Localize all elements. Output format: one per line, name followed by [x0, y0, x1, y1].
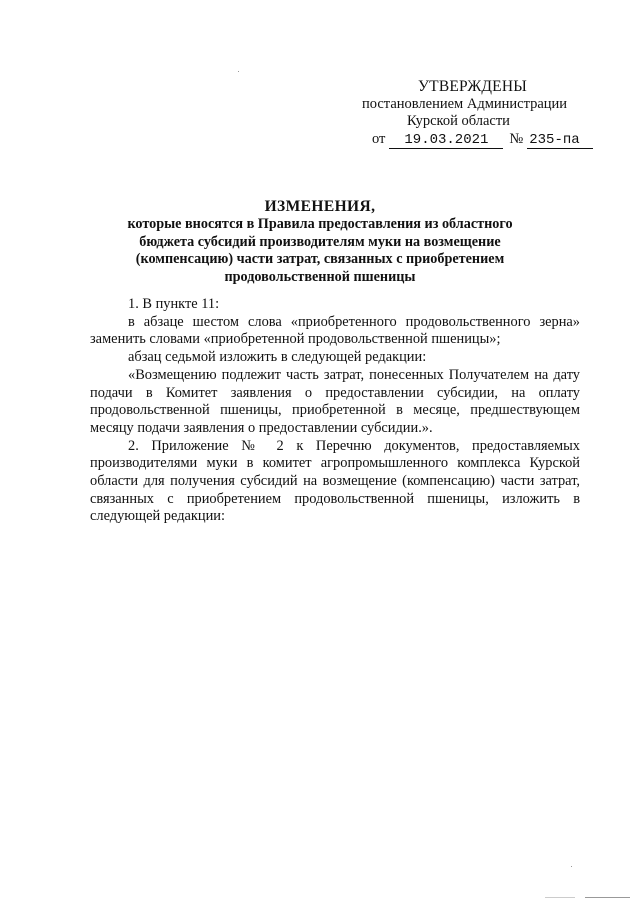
date-prefix: от	[372, 131, 386, 147]
document-body	[90, 296, 580, 526]
paragraph-2: в абзаце шестом слова «приобретенного продовольственного зерна» заменить словами «приобретенной продовольственной пшеницы»;	[90, 313, 580, 348]
approval-region: Курской области	[407, 113, 510, 129]
heading-line-4: продовольственной пшеницы	[224, 268, 416, 285]
approval-date: 19.03.2021	[389, 133, 503, 149]
paragraph-4: «Возмещению подлежит часть затрат, понесенных Получателем на дату подачи в Комитет заявления о предоставлении субсидии, на оплату продовольственной пшеницы, приобретенной в месяце, предшествующем месяцу подачи заявления о предоставлении субсидии.».	[90, 366, 580, 436]
number-prefix: №	[509, 131, 524, 147]
heading-line-2: бюджета субсидий производителям муки на возмещение	[139, 233, 501, 250]
paragraph-3: абзац седьмой изложить в следующей редакции:	[128, 349, 427, 366]
scan-artifact	[545, 897, 575, 898]
paragraph-5: 2. Приложение № 2 к Перечню документов, предоставляемых производителями муки в комитет агропромышленного комплекса Курской области для получения субсидий на возмещение (компенсацию) части затрат, связанных с приобретением продовольственной пшеницы, изложить в следующей редакции:	[90, 437, 580, 525]
scan-artifact	[585, 897, 630, 898]
approval-issuer: постановлением Администрации	[362, 96, 568, 112]
document-heading	[120, 198, 520, 286]
heading-line-1: которые вносятся в Правила предоставления из областного	[127, 216, 513, 233]
heading-line-3: (компенсацию) части затрат, связанных с приобретением	[135, 251, 505, 268]
scan-artifact	[238, 71, 239, 72]
approval-date-number	[372, 131, 593, 149]
scan-artifact	[571, 866, 572, 867]
heading-main: ИЗМЕНЕНИЯ,	[264, 198, 376, 215]
paragraph-1: 1. В пункте 11:	[128, 296, 220, 312]
approval-title: УТВЕРЖДЕНЫ	[418, 78, 527, 95]
approval-number: 235-па	[527, 133, 593, 149]
